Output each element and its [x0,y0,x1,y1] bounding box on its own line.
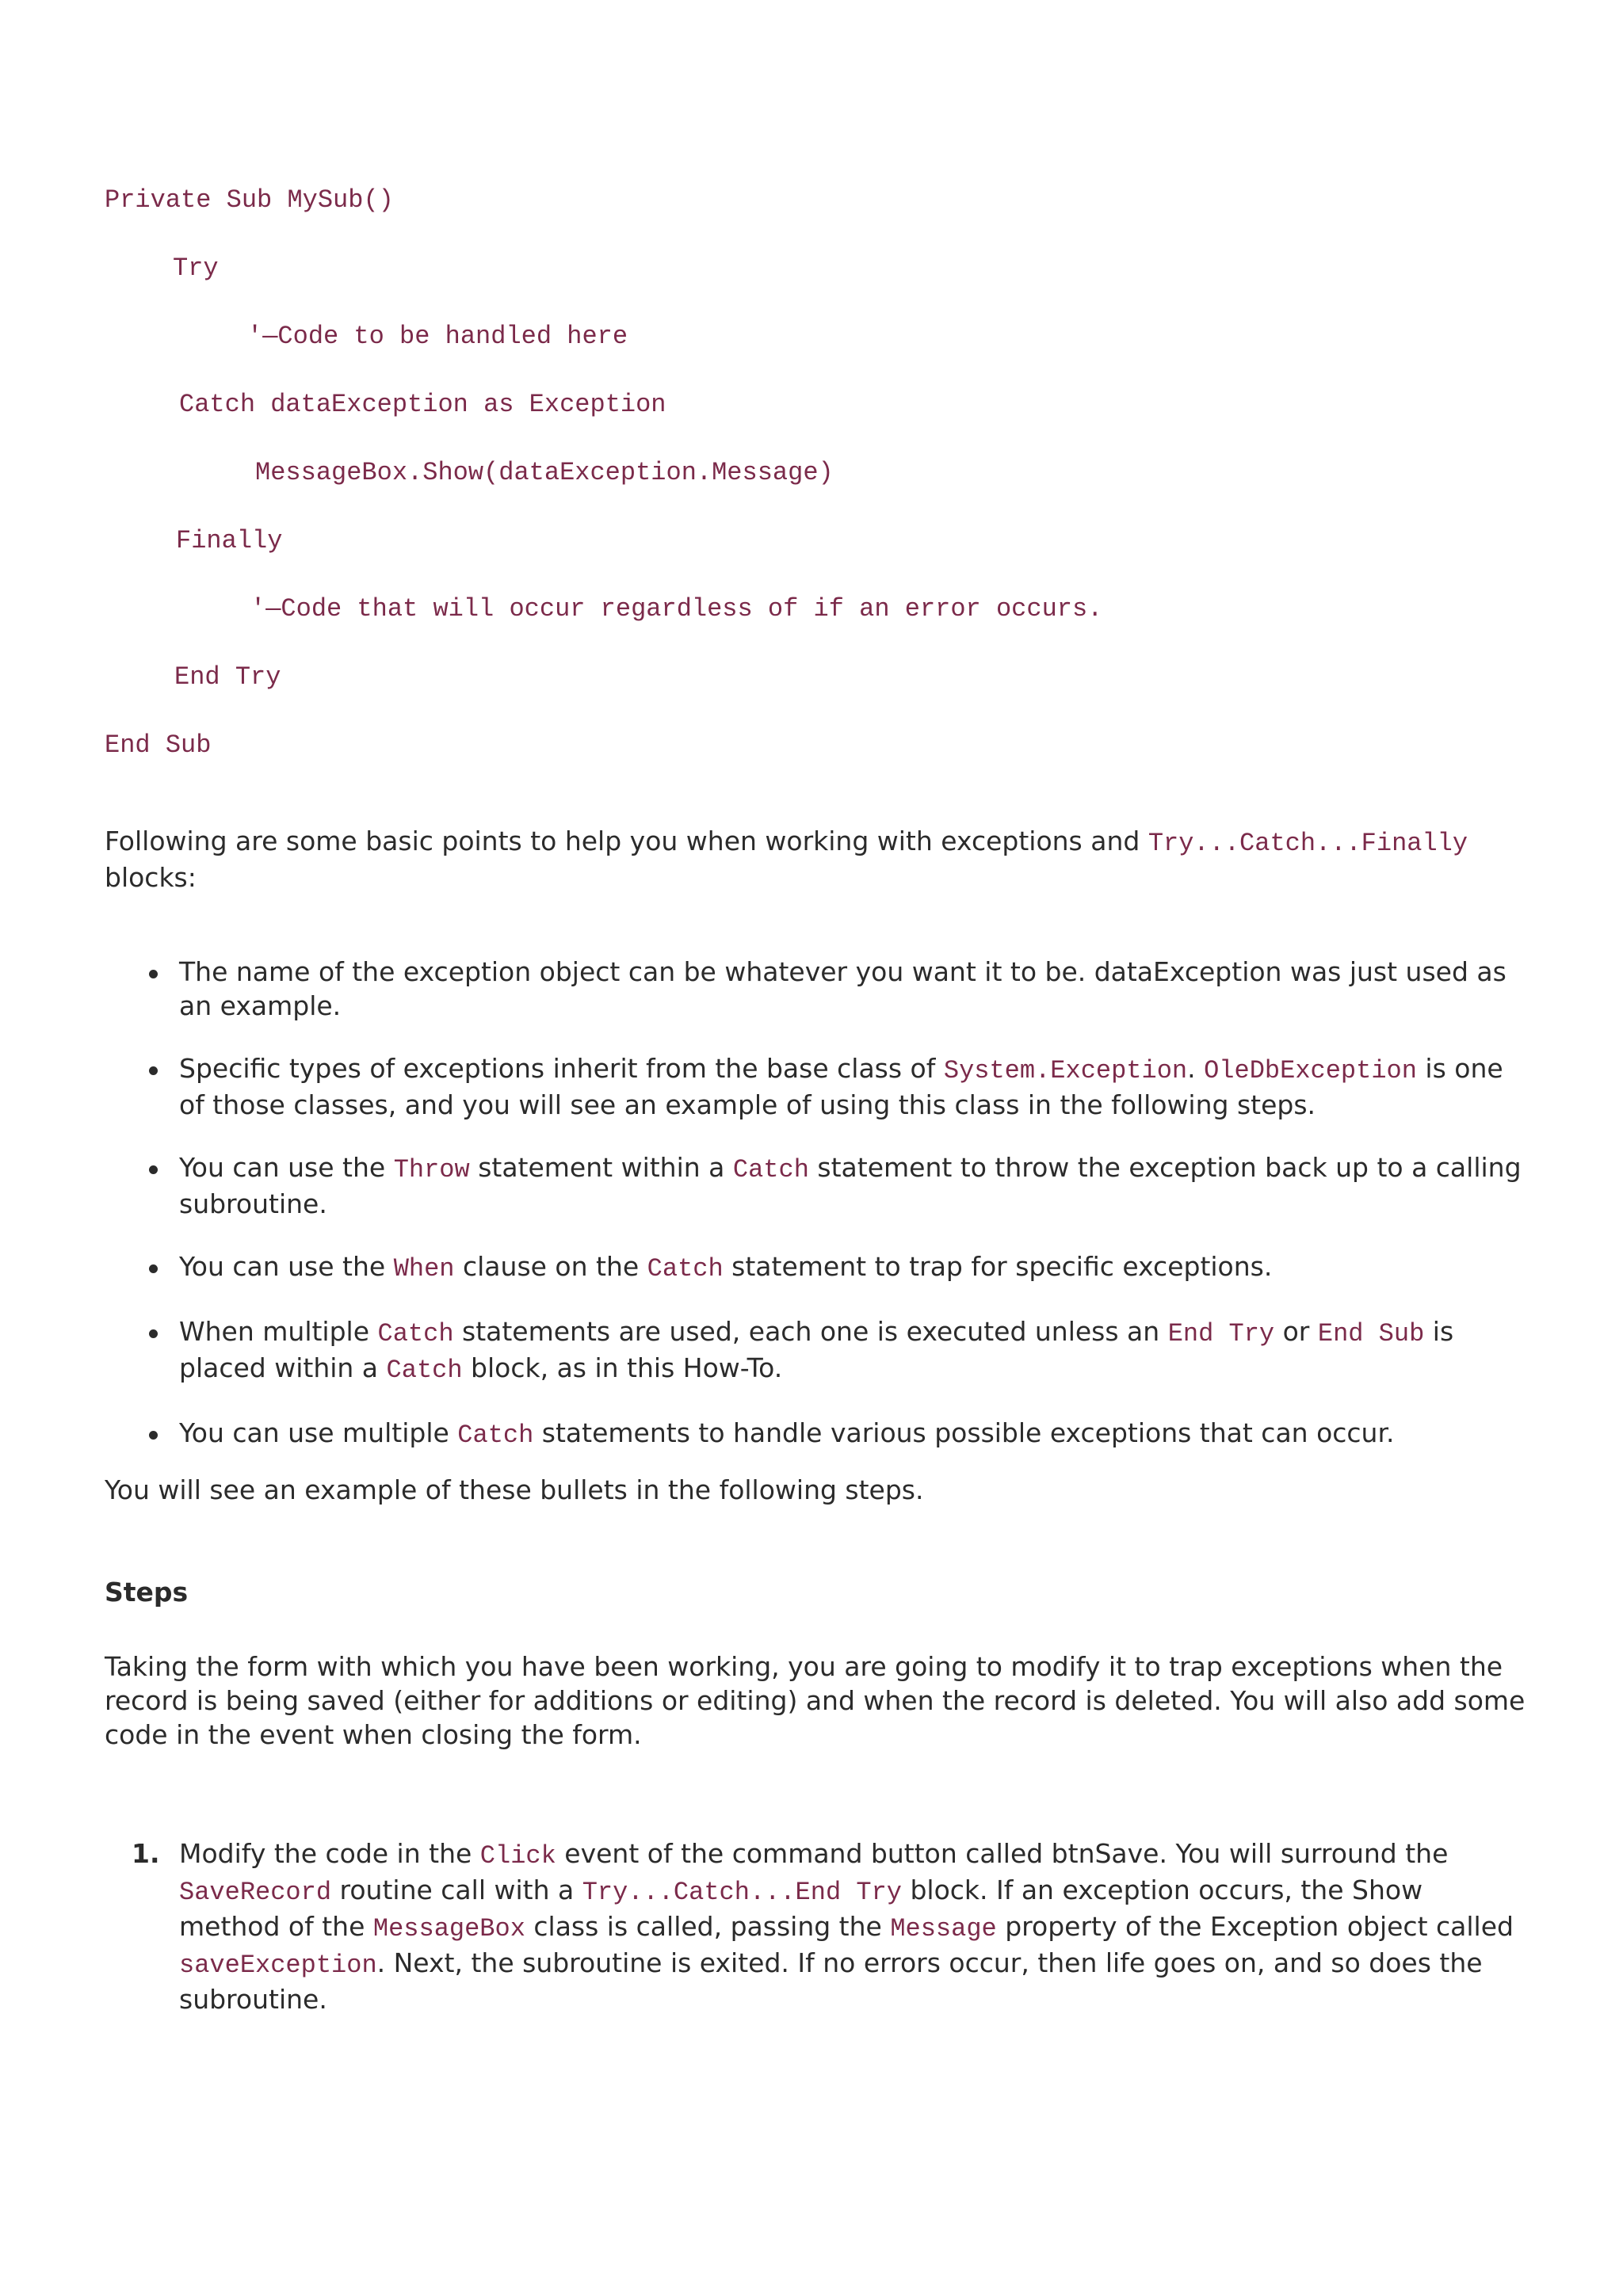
bullet-item [105,1051,1531,1122]
code-line: End Sub [105,730,212,760]
bullet-item [105,1314,1531,1387]
intro-paragraph [105,824,1531,894]
text-run: class is called, passing the [525,1911,891,1942]
inline-code: SaveRecord [179,1878,332,1907]
step-body [179,1838,1514,2015]
bullet-item [105,1249,1531,1286]
inline-code: Try...Catch...Finally [1148,829,1468,858]
code-line: Catch dataException as Exception [179,390,666,419]
inline-code: Click [479,1841,556,1871]
code-line: MessageBox.Show(dataException.Message) [255,458,834,487]
inline-code: Throw [393,1155,470,1184]
code-line: End Try [174,662,281,692]
inline-code: OleDbException [1204,1056,1417,1085]
text-run: block. If an exception occurs, the Show method of the [179,1875,1423,1942]
text-run: You can use the [179,1251,394,1282]
code-line: Private Sub MySub() [105,185,394,215]
inline-code: Catch [386,1356,463,1385]
text-run: clause on the [454,1251,647,1282]
inline-code: Catch [377,1319,454,1348]
text-run: Specific types of exceptions inherit from the base class of [179,1053,944,1084]
text-run: statements are used, each one is executed unless an [453,1316,1168,1347]
inline-code: End Sub [1317,1319,1425,1348]
steps-heading: Steps [105,1577,189,1608]
text-run: routine call with a [331,1875,582,1905]
intro-text: blocks: [105,862,197,893]
text-run: statement within a [469,1152,733,1183]
text-run: The name of the exception object can be whatever you want it to be. dataException was just used as an example. [179,956,1507,1021]
summary-paragraph: You will see an example of these bullets in the following steps. [105,1474,924,1505]
code-line: '—Code that will occur regardless of if an error occurs. [250,594,1103,624]
inline-code: saveException [179,1951,377,1980]
bullet-item [105,955,1531,1023]
steps-intro-paragraph: Taking the form with which you have been working, you are going to modify it to trap exceptions when the record is being saved (either for additions or editing) and when the record is deleted. You will also add some code in the event when closing the form. [105,1651,1526,1750]
text-run: . [1187,1053,1205,1084]
inline-code: MessageBox [372,1914,525,1943]
inline-code: Catch [457,1421,534,1450]
text-run: statements to handle various possible exceptions that can occur. [533,1417,1395,1448]
text-run: is placed within a [179,1316,1454,1383]
inline-code: Try...Catch...End Try [582,1878,902,1907]
step-number: 1. [132,1838,160,1869]
inline-code: System.Exception [943,1056,1188,1085]
inline-code: Message [890,1914,997,1943]
text-run: is one of those classes, and you will see an example of using this class in the following steps. [179,1053,1503,1120]
bullet-item [105,1150,1531,1221]
text-run: statement to throw the exception back up to a calling subroutine. [179,1152,1522,1219]
text-run: property of the Exception object called [996,1911,1514,1942]
text-run: Modify the code in the [179,1838,480,1869]
text-run: block, as in this How-To. [462,1352,783,1383]
step-1 [105,1836,1531,2016]
text-run: statement to trap for specific exceptions. [723,1251,1273,1282]
text-run: . Next, the subroutine is exited. If no errors occur, then life goes on, and so does the subroutine. [179,1947,1483,2015]
inline-code: When [393,1254,455,1283]
text-run: When multiple [179,1316,378,1347]
text-run: You can use the [179,1152,394,1183]
text-run: You can use multiple [179,1417,458,1448]
bullet-list [105,955,1531,1481]
bullet-item [105,1416,1531,1452]
code-line: '—Code to be handled here [247,322,628,351]
code-line: Finally [176,526,283,555]
intro-text: Following are some basic points to help you when working with exceptions and [105,826,1148,856]
inline-code: End Try [1167,1319,1275,1348]
inline-code: Catch [732,1155,809,1184]
text-run: or [1274,1316,1318,1347]
text-run: event of the command button called btnSave. You will surround the [556,1838,1449,1869]
inline-code: Catch [647,1254,724,1283]
code-line: Try [173,254,219,283]
